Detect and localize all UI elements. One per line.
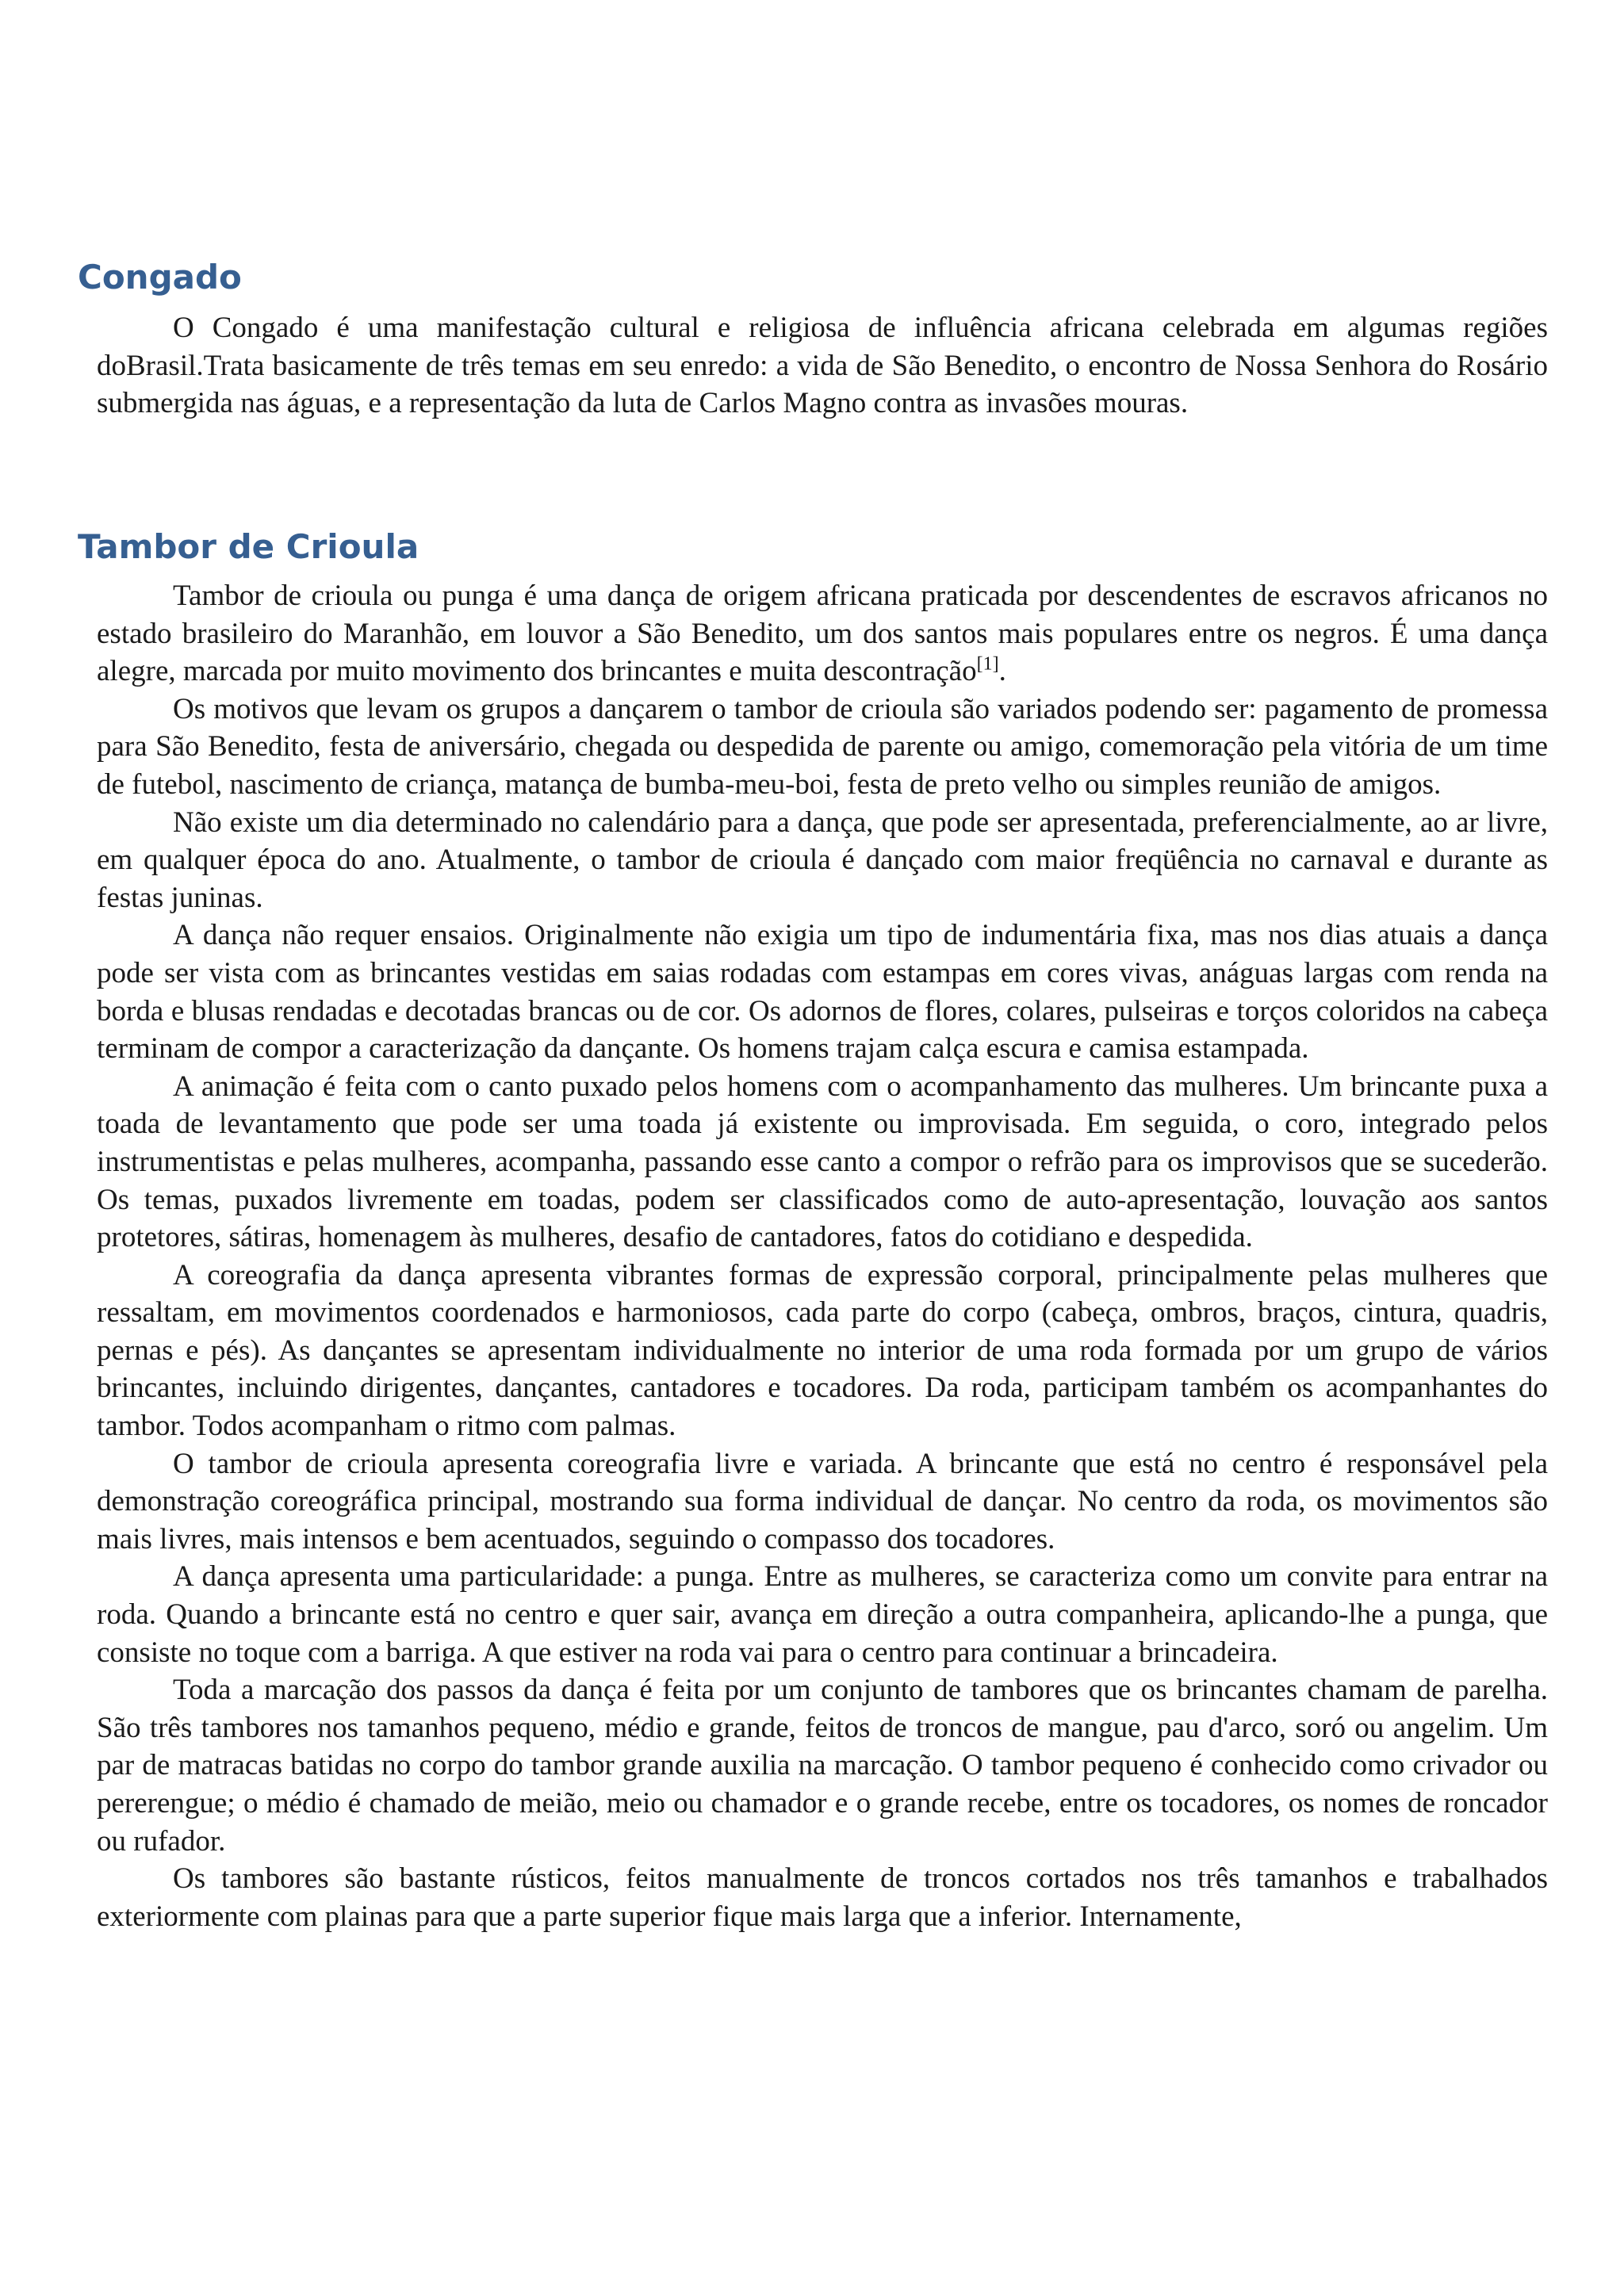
section-heading-tambor-de-crioula: Tambor de Crioula — [78, 527, 419, 566]
paragraph-text: Tambor de crioula ou punga é uma dança de origem africana praticada por descendentes de escravos africanos no estado brasileiro do Maranhão, em louvor a São Benedito, um dos santos mais populares entre os negros. É uma dança alegre, marcada por muito movimento dos brincantes e muita descontração — [97, 580, 1548, 688]
paragraph-with-footnote — [97, 577, 1548, 691]
section-heading-congado: Congado — [78, 258, 242, 297]
paragraph: Os motivos que levam os grupos a dançarem o tambor de crioula são variados podendo ser: pagamento de promessa para São Benedito, festa de aniversário, chegada ou despedida de parente ou amigo, comemoração pela vitória de um time de futebol, nascimento de criança, matança de bumba-meu-boi, festa de preto velho ou simples reunião de amigos. — [97, 692, 1548, 801]
paragraph: A dança apresenta uma particularidade: a punga. Entre as mulheres, se caracteriza como um convite para entrar na roda. Quando a brincante está no centro e quer sair, avança em direção a outra companheira, aplicando-lhe a punga, que consiste no toque com a barriga. A que estiver na roda vai para o centro para continuar a brincadeira. — [97, 1560, 1548, 1669]
paragraph: O tambor de crioula apresenta coreografia livre e variada. A brincante que está no centro é responsável pela demonstração coreográfica principal, mostrando sua forma individual de dançar. No centro da roda, os movimentos são mais livres, mais intensos e bem acentuados, seguindo o compasso dos tocadores. — [97, 1447, 1548, 1556]
paragraph: Toda a marcação dos passos da dança é feita por um conjunto de tambores que os brincantes chamam de parelha. São três tambores nos tamanhos pequeno, médio e grande, feitos de troncos de mangue, pau d'arco, soró ou angelim. Um par de matracas batidas no corpo do tambor grande auxilia na marcação. O tambor pequeno é conhecido como crivador ou pererengue; o médio é chamado de meião, meio ou chamador e o grande recebe, entre os tocadores, os nomes de roncador ou rufador. — [97, 1674, 1548, 1858]
paragraph: Não existe um dia determinado no calendário para a dança, que pode ser apresentada, preferencialmente, ao ar livre, em qualquer época do ano. Atualmente, o tambor de crioula é dançado com maior freqüência no carnaval e durante as festas juninas. — [97, 806, 1548, 914]
paragraph: Os tambores são bastante rústicos, feitos manualmente de troncos cortados nos três tamanhos e trabalhados exteriormente com plainas para que a parte superior fique mais larga que a inferior. Internamente, — [97, 1862, 1548, 1933]
section-body-tambor-de-crioula — [97, 577, 1548, 1935]
paragraph: A animação é feita com o canto puxado pelos homens com o acompanhamento das mulheres. Um brincante puxa a toada de levantamento que pode ser uma toada já existente ou improvisada. Em seguida, o coro, integrado pelos instrumentistas e pelas mulheres, acompanha, passando esse canto a compor o refrão para os improvisos que se sucederão. Os temas, puxados livremente em toadas, podem ser classificados como de auto-apresentação, louvação aos santos protetores, sátiras, homenagem às mulheres, desafio de cantadores, fatos do cotidiano e despedida. — [97, 1070, 1548, 1254]
section-body-congado — [97, 309, 1548, 423]
footnote-reference[interactable]: [1] — [976, 653, 999, 675]
paragraph: A dança não requer ensaios. Originalmente não exigia um tipo de indumentária fixa, mas nos dias atuais a dança pode ser vista com as brincantes vestidas em saias rodadas com estampas em cores vivas, anáguas largas com renda na borda e blusas rendadas e decotadas brancas ou de cor. Os adornos de flores, colares, pulseiras e torços coloridos na cabeça terminam de compor a caracterização da dançante. Os homens trajam calça escura e camisa estampada. — [97, 919, 1548, 1066]
paragraph: O Congado é uma manifestação cultural e religiosa de influência africana celebrada em algumas regiões doBrasil.Trata basicamente de três temas em seu enredo: a vida de São Benedito, o encontro de Nossa Senhora do Rosário submergida nas águas, e a representação da luta de Carlos Magno contra as invasões mouras. — [97, 312, 1548, 420]
paragraph-end-punctuation: . — [998, 655, 1006, 688]
paragraph: A coreografia da dança apresenta vibrantes formas de expressão corporal, principalmente pelas mulheres que ressaltam, em movimentos coordenados e harmoniosos, cada parte do corpo (cabeça, ombros, braços, cintura, quadris, pernas e pés). As dançantes se apresentam individualmente no interior de uma roda formada por um grupo de vários brincantes, incluindo dirigentes, dançantes, cantadores e tocadores. Da roda, participam também os acompanhantes do tambor. Todos acompanham o ritmo com palmas. — [97, 1258, 1548, 1443]
